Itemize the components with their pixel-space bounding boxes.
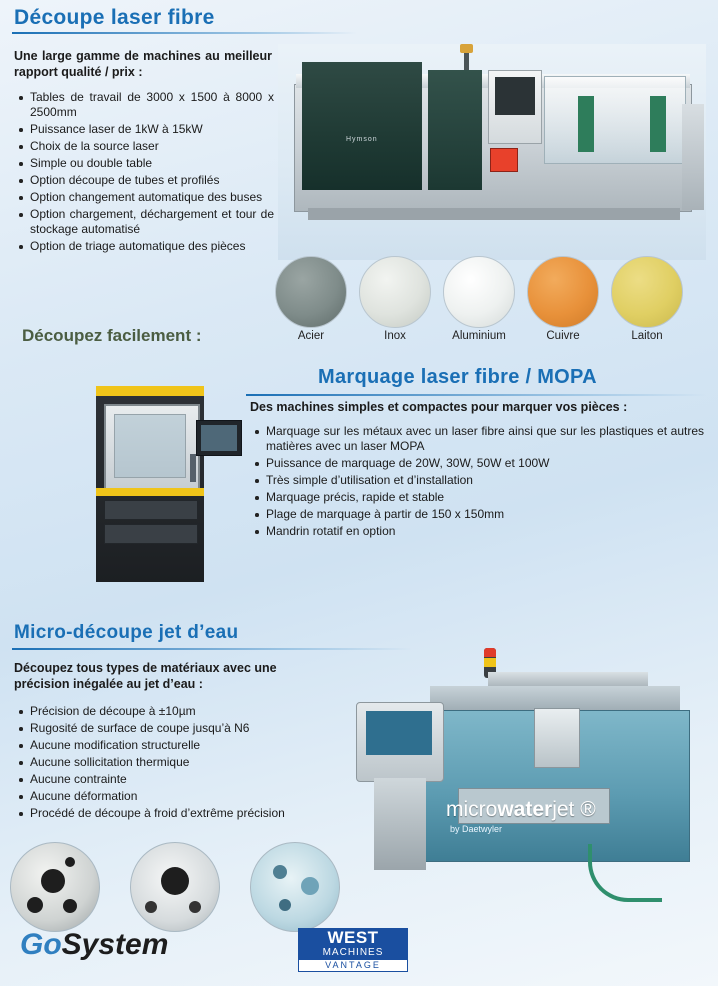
list-item: Tables de travail de 3000 x 1500 à 8000 x 2500mm bbox=[16, 90, 274, 120]
waterjet-brand-label bbox=[446, 798, 596, 822]
list-item: Précision de découpe à ±10µm bbox=[16, 704, 346, 719]
material-label: Laiton bbox=[631, 330, 663, 342]
logo-prefix: Go bbox=[20, 928, 62, 961]
section-title-waterjet: Micro-découpe jet d’eau bbox=[14, 622, 239, 643]
list-item: Aucune déformation bbox=[16, 789, 346, 804]
waterjet-base-leg bbox=[374, 778, 426, 870]
marking-machine-window bbox=[114, 414, 186, 478]
waterjet-intro-text: Découpez tous types de matériaux avec une précision inégalée au jet d’eau : bbox=[14, 661, 277, 691]
list-item: Option découpe de tubes et profilés bbox=[16, 173, 274, 188]
list-item: Aucune contrainte bbox=[16, 772, 346, 787]
sample-photo-1 bbox=[10, 842, 100, 932]
material-cuivre bbox=[526, 256, 600, 342]
drawer-1 bbox=[104, 500, 198, 520]
waterjet-cnc-controller bbox=[356, 702, 444, 782]
west-machines-logo bbox=[298, 928, 408, 972]
machine-control-panel bbox=[488, 70, 542, 144]
waterjet-machine-photo bbox=[338, 648, 706, 910]
material-acier bbox=[274, 256, 348, 342]
machine-hmi-screen bbox=[490, 148, 518, 172]
monitor-arm bbox=[190, 454, 196, 482]
waterjet-brand-sub: by Daetwyler bbox=[450, 824, 503, 834]
divider-marquage bbox=[246, 394, 706, 396]
list-item: Choix de la source laser bbox=[16, 139, 274, 154]
west-logo-line1: WEST bbox=[298, 928, 408, 947]
marquage-subtitle: Des machines simples et compactes pour marquer vos pièces : bbox=[250, 400, 628, 414]
material-label: Cuivre bbox=[546, 330, 580, 342]
cut-easily-heading: Découpez facilement : bbox=[22, 326, 202, 345]
west-logo-line3: VANTAGE bbox=[298, 959, 408, 972]
company-logo bbox=[20, 928, 168, 962]
material-swatch bbox=[359, 256, 431, 328]
list-item: Mandrin rotatif en option bbox=[252, 524, 704, 539]
list-item: Aucune modification structurelle bbox=[16, 738, 346, 753]
material-label: Aluminium bbox=[452, 330, 506, 342]
brand-part-micro: micro bbox=[446, 798, 498, 821]
list-item: Rugosité de surface de coupe jusqu’à N6 bbox=[16, 721, 346, 736]
list-item: Option changement automatique des buses bbox=[16, 190, 274, 205]
sample-photo-2 bbox=[130, 842, 220, 932]
material-inox bbox=[358, 256, 432, 342]
list-item: Option chargement, déchargement et tour de stockage automatisé bbox=[16, 207, 274, 237]
list-item: Marquage précis, rapide et stable bbox=[252, 490, 704, 505]
marquage-bullet-list bbox=[252, 424, 704, 541]
section-title-marquage: Marquage laser fibre / MOPA bbox=[318, 366, 597, 388]
list-item: Option de triage automatique des pièces bbox=[16, 239, 274, 254]
brand-part-water: water bbox=[497, 798, 553, 821]
material-label: Acier bbox=[297, 330, 325, 342]
divider-laser bbox=[12, 32, 357, 34]
waterjet-hose bbox=[588, 844, 662, 902]
machine-accent-green-2 bbox=[650, 96, 666, 152]
laser-intro-text: Une large gamme de machines au meilleur rapport qualité / prix : bbox=[14, 49, 272, 79]
list-item: Procédé de découpe à froid d’extrême précision bbox=[16, 806, 346, 821]
laser-bullet-list bbox=[16, 90, 274, 256]
machine-brand-label: Hymson bbox=[346, 136, 378, 143]
brand-part-jet: jet ® bbox=[552, 798, 596, 821]
marking-machine-photo bbox=[40, 368, 258, 608]
list-item: Puissance laser de 1kW à 15kW bbox=[16, 122, 274, 137]
machine-base bbox=[308, 208, 680, 220]
material-laiton bbox=[610, 256, 684, 342]
sample-photo-3 bbox=[250, 842, 340, 932]
waterjet-cutting-head bbox=[534, 708, 580, 768]
machine-enclosure-mid bbox=[428, 70, 482, 190]
waterjet-bullet-list bbox=[16, 704, 346, 823]
material-label: Inox bbox=[384, 330, 406, 342]
list-item: Puissance de marquage de 20W, 30W, 50W et 100W bbox=[252, 456, 704, 471]
material-samples bbox=[274, 256, 704, 348]
sample-parts-photos bbox=[10, 842, 354, 934]
marking-machine-top-band bbox=[96, 386, 204, 396]
machine-accent-green-1 bbox=[578, 96, 594, 152]
monitor-screen bbox=[196, 420, 242, 456]
list-item: Aucune sollicitation thermique bbox=[16, 755, 346, 770]
material-swatch bbox=[611, 256, 683, 328]
laser-cutting-machine-photo bbox=[278, 44, 706, 260]
list-item: Plage de marquage à partir de 150 x 150mm bbox=[252, 507, 704, 522]
material-swatch bbox=[443, 256, 515, 328]
machine-enclosure-left bbox=[302, 62, 422, 190]
list-item: Simple ou double table bbox=[16, 156, 274, 171]
marking-machine-mid-band bbox=[96, 488, 204, 496]
logo-suffix: System bbox=[61, 928, 169, 961]
list-item: Très simple d’utilisation et d’installation bbox=[252, 473, 704, 488]
material-aluminium bbox=[442, 256, 516, 342]
list-item: Marquage sur les métaux avec un laser fibre ainsi que sur les plastiques et autres matières avec un laser MOPA bbox=[252, 424, 704, 454]
material-swatch bbox=[527, 256, 599, 328]
section-title-laser: Découpe laser fibre bbox=[14, 6, 215, 29]
material-swatch bbox=[275, 256, 347, 328]
drawer-2 bbox=[104, 524, 198, 544]
machine-side-rail bbox=[682, 104, 704, 210]
west-logo-line2: MACHINES bbox=[298, 947, 408, 959]
